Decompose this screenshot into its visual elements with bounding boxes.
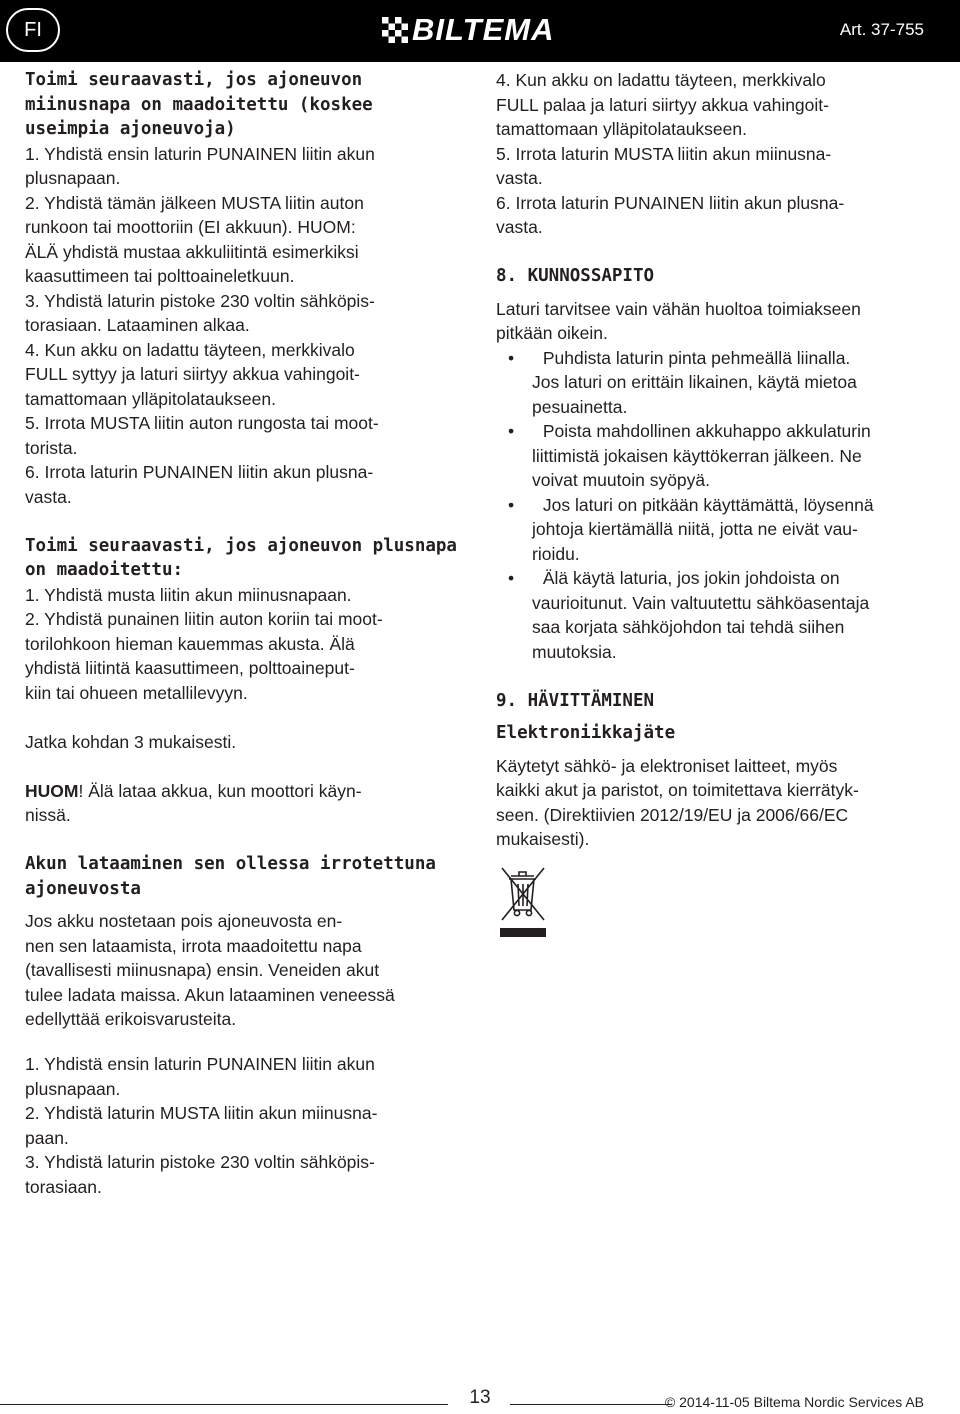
- list-item: 6. Irrota laturin PUNAINEN liitin akun plusna- vasta.: [25, 462, 374, 507]
- list-item: • Puhdista laturin pinta pehmeällä liinalla. Jos laturi on erittäin likainen, käytä mietoa pesuainetta.: [496, 346, 936, 420]
- list-item: 4. Kun akku on ladattu täyteen, merkkivalo FULL palaa ja laturi siirtyy akkua vahingoit- tamattomaan ylläpitolataukseen.: [496, 70, 829, 139]
- positive-ground-heading: Toimi seuraavasti, jos ajoneuvon plusnapa on maadoitettu:: [25, 535, 457, 580]
- footer-rule-left: [0, 1404, 448, 1405]
- list-item: 1. Yhdistä musta liitin akun miinusnapaan.: [25, 584, 352, 605]
- maintenance-list: [496, 346, 936, 665]
- list-item: 5. Irrota laturin MUSTA liitin akun miinusna- vasta.: [496, 143, 832, 188]
- list-item: 6. Irrota laturin PUNAINEN liitin akun plusna- vasta.: [496, 192, 845, 237]
- copyright-text: © 2014-11-05 Biltema Nordic Services AB: [664, 1394, 924, 1410]
- negative-ground-steps: [25, 142, 475, 510]
- list-item: 4. Kun akku on ladattu täyteen, merkkivalo FULL syttyy ja laturi siirtyy akkua vahingoit- tamattomaan ylläpitolataukseen.: [25, 339, 360, 409]
- negative-ground-heading: Toimi seuraavasti, jos ajoneuvon miinusnapa on maadoitettu (koskee useimpia ajoneuvoja): [25, 70, 373, 139]
- note-label: HUOM: [25, 780, 79, 801]
- list-item: 2. Yhdistä punainen liitin auton koriin tai moot- torilohkoon hieman kauemmas akusta. Älä yhdistä liitintä kaasuttimeen, polttoaineput- kiin tai ohueen metallilevyyn.: [25, 609, 383, 703]
- list-item: 3. Yhdistä laturin pistoke 230 voltin sähköpis- torasiaan. Lataaminen alkaa.: [25, 290, 375, 335]
- right-column: [496, 68, 936, 946]
- language-badge: FI: [6, 8, 60, 52]
- brand-name: BILTEMA: [412, 12, 555, 47]
- list-item: 2. Yhdistä laturin MUSTA liitin akun miinusna- paan.: [25, 1103, 378, 1148]
- list-item: • Poista mahdollinen akkuhappo akkulaturin liittimistä jokaisen käyttökerran jälkeen. Ne voivat muutoin syöpyä.: [496, 419, 936, 493]
- list-item: • Jos laturi on pitkään käyttämättä, löysennä johtoja kiertämällä niitä, jotta ne eivät vau- rioidu.: [496, 493, 936, 567]
- detached-charging-paragraph: Jos akku nostetaan pois ajoneuvosta en- nen sen lataamista, irrota maadoitettu napa (tavallisesti miinusnapa) ensin. Veneiden akut tulee ladata maissa. Akun lataaminen veneessä edellyttää erikoisvarusteita.: [25, 911, 395, 1029]
- crossed-out-bin-icon: [498, 864, 548, 940]
- list-item: • Älä käytä laturia, jos jokin johdoista on vaurioitunut. Vain valtuutettu sähköasentaja saa korjata sähköjohdon tai tehdä siihen muutoksia.: [496, 566, 936, 664]
- note-paragraph: HUOM! Älä lataa akkua, kun moottori käyn- nissä.: [25, 780, 362, 825]
- positive-ground-steps: [25, 583, 475, 706]
- maintenance-heading: 8. KUNNOSSAPITO: [496, 266, 655, 286]
- disposal-heading: 9. HÄVITTÄMINEN: [496, 690, 655, 711]
- list-item: 3. Yhdistä laturin pistoke 230 voltin sähköpis- torasiaan.: [25, 1152, 375, 1197]
- footer-rule-right: [510, 1404, 672, 1405]
- left-column: [25, 68, 475, 1032]
- list-item: 5. Irrota MUSTA liitin auton rungosta tai moot- torista.: [25, 413, 379, 458]
- article-number: Art. 37-755: [839, 20, 924, 39]
- detached-steps-continued: [496, 68, 936, 240]
- disposal-paragraph: Käytetyt sähkö- ja elektroniset laitteet, myös kaikki akut ja paristot, on toimitettava kierrätyk- seen. (Direktiivien 2012/19/EU ja 2006/66/EC mukaisesti).: [496, 755, 859, 849]
- detached-steps: [25, 1052, 475, 1199]
- disposal-subheading: Elektroniikkajäte: [496, 723, 676, 743]
- maintenance-intro: Laturi tarvitsee vain vähän huoltoa toimiakseen pitkään oikein.: [496, 298, 861, 343]
- checkered-flag-icon: [382, 17, 408, 43]
- continue-text: Jatka kohdan 3 mukaisesti.: [25, 731, 237, 752]
- page-number: 13: [469, 1387, 491, 1408]
- detached-charging-heading: Akun lataaminen sen ollessa irrotettuna ajoneuvosta: [25, 854, 436, 899]
- list-item: 2. Yhdistä tämän jälkeen MUSTA liitin auton runkoon tai moottoriin (EI akkuun). HUOM: ÄLÄ yhdistä mustaa akkuliitintä esimerkiksi kaasuttimeen tai polttoaineletkuun.: [25, 192, 364, 286]
- list-item: 1. Yhdistä ensin laturin PUNAINEN liitin akun plusnapaan.: [25, 1054, 375, 1099]
- list-item: 1. Yhdistä ensin laturin PUNAINEN liitin akun plusnapaan.: [25, 143, 375, 188]
- page-header: [0, 0, 960, 62]
- biltema-logo: [382, 12, 582, 48]
